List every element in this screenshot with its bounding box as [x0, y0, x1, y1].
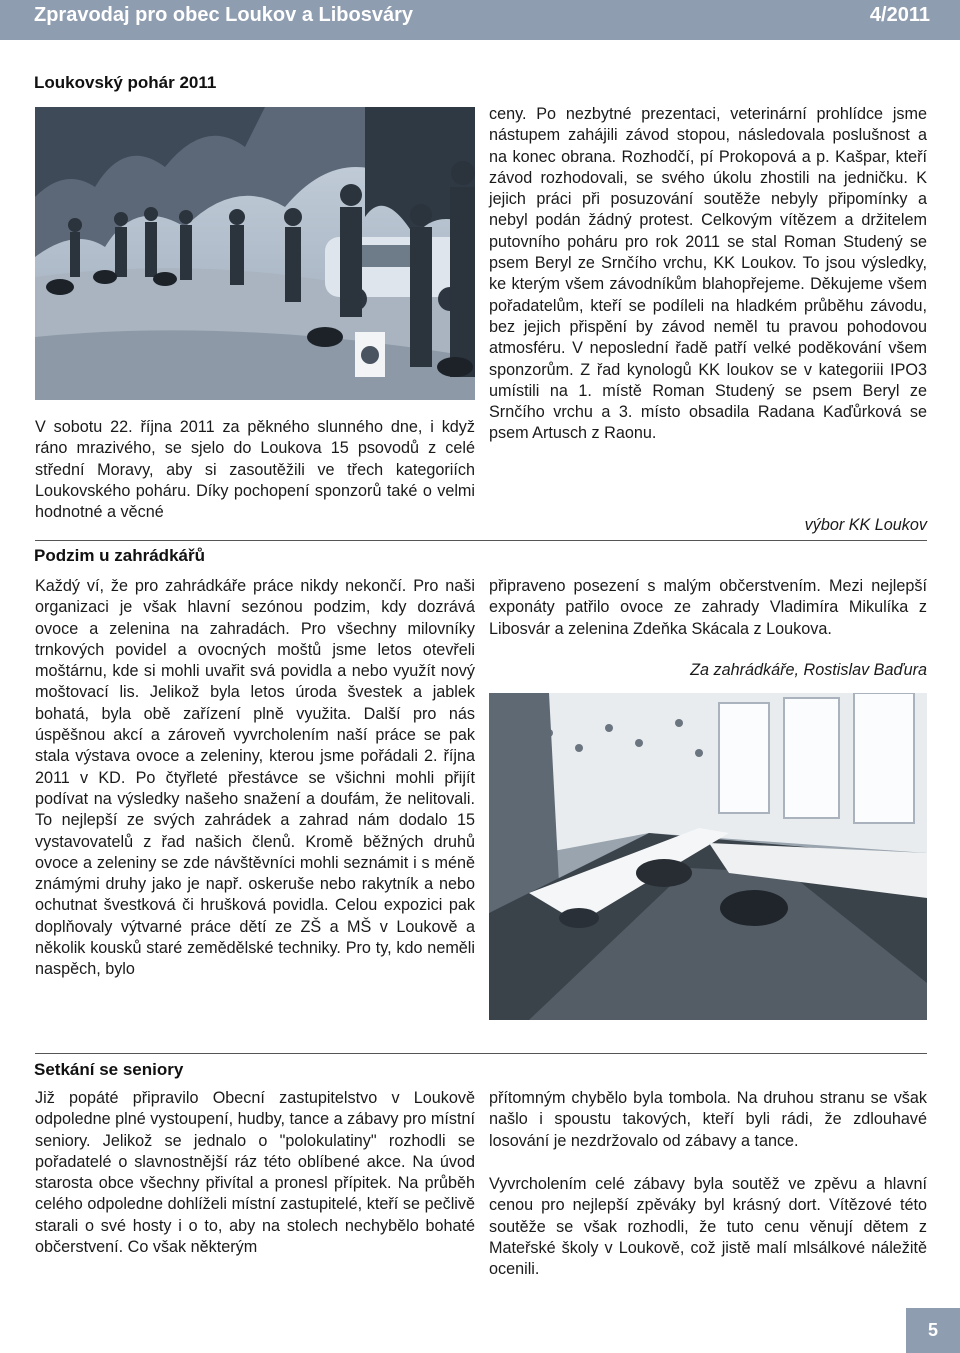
newsletter-title: Zpravodaj pro obec Loukov a Libosváry — [34, 4, 413, 26]
seniors-text-left: Již popáté připravilo Obecní zastupitelstvo v Loukově odpoledne plné vystoupení, hudby, tance a zábavy pro místní seniory. Jelikož se jednalo o "polokulatiny" rozhodli se pořadatelé o slavnostnější ráz této oblíbené akce. Na úvod starosta obce všechny přivítal a pronesl přípitek. Na průběh celého odpoledne dohlíželi místní zastupitelé, kteří se pečlivě starali o své hosty i o to, aby na stolech nechybělo bohaté občerstvení. Co však některým — [35, 1089, 475, 1257]
dog-cup-text-right: ceny. Po nezbytné prezentaci, veterinární prohlídce jsme nástupem zahájili závod stopou, následovala poslušnost a na konec obrana. Rozhodčí, pí Prokopová a p. Kašpar, kteří závod rozhodovali, se svého úkolu zhostili na jedničku. K jejich práci při posuzování soutěže nebyly připomínky a nebyl podán žádný protest. Celkovým vítězem a držitelem putovního poháru pro rok 2011 se stal Roman Studený se psem Beryl ze Srnčího vrchu, KK Loukov. To jsou výsledky, ke kterým všem závodníkům blahopřejeme. Děkujeme všem pořadatelům, kteří se podíleli na hladkém průběhu závodu, bez jejich přispění by závod neměl tu pravou pohodovou atmosféru. V neposlední řadě patří velké poděkování všem sponzorům. Z řad kynologů KK loukov se v kategoriii IPO3 umístili na 1. místě Roman Studený se psem Beryl ze Srnčího vrchu a 3. místo obsadila Radana Kaďůrková se psem Artusch z Raonu. — [489, 105, 927, 443]
seniors-text-right-2: Vyvrcholením celé zábavy byla soutěž ve zpěvu a hlavní cenou pro nejlepší zpěváky byl krásný dort. Vítězové této soutěže se však rozhodli, že tuto cenu věnují dětem z Mateřské školy v Loukově, což jistě malí mlsálkové náležitě ocenili. — [489, 1175, 927, 1279]
gardeners-signature: Za zahrádkáře, Rostislav Baďura — [690, 661, 927, 679]
fruit-exhibition-photo — [489, 693, 927, 1020]
article-heading-seniors: Setkání se seniory — [34, 1060, 184, 1079]
article-heading-gardeners: Podzim u zahrádkářů — [34, 546, 205, 565]
section-divider — [35, 1053, 927, 1054]
article-heading-dog-cup: Loukovský pohár 2011 — [34, 73, 217, 92]
seniors-text-right-1: přítomným chybělo byla tombola. Na druhou stranu se však našlo i spoustu takových, kteří byli rádi, že zdlouhavé losování je nezdržovalo od zábavy a tance. — [489, 1089, 927, 1150]
section-divider — [35, 540, 927, 541]
dog-competition-photo — [35, 107, 475, 400]
dog-cup-signature: výbor KK Loukov — [804, 516, 927, 534]
gardeners-text-right: připraveno posezení s malým občerstvením. Mezi nejlepší exponáty patřilo ovoce ze zahrady Vladimíra Mikulíka z Libosvár a zelenina Zdeňka Skácala z Loukova. — [489, 577, 927, 638]
dog-cup-text-left: V sobotu 22. října 2011 za pěkného slunného dne, i když ráno mrazivého, se sjelo do Loukova 15 psovodů z celé střední Moravy, aby si zasoutěžili ve třech kategoriích Loukovského poháru. Díky pochopení sponzorů také o velmi hodnotné a věcné — [35, 418, 475, 522]
issue-number: 4/2011 — [869, 4, 930, 26]
page-header — [0, 0, 960, 40]
page-number: 5 — [906, 1308, 960, 1353]
gardeners-text-left: Každý ví, že pro zahrádkáře práce nikdy nekončí. Pro naši organizaci je však hlavní sezónou podzim, kdy dozrává ovoce a zelenina na zahradách. Pro všechny milovníky trnkových povidel a ovocných moštů jsme letos otevřeli moštárnu, kde si mohli uvařit svá povidla a nebo využít nový moštovací lis. Jelikož byla letos úroda švestek a jablek bohatá, byla obě zařízení plně využita. Další pro nás úspěšnou akcí a zároveň vyvrcholením naší práce se pak stala výstava ovoce a zeleniny, kterou jsme pořádali 2. října 2011 v KD. Po čtyřleté přestávce se všichni mohli přijít podívat na výsledky našeho snažení a doufám, že nelitovali. To nejlepší ze svých zahrádek a zahrad nám dodalo 15 vystavovatelů z řad našich členů. Kromě běžných druhů ovoce a zeleniny se zde návštěvníci mohli seznámit i s méně známými druhy jako je např. oskeruše nebo rakytník a nebo ochutnat švestková či hrušková povidla. Celou expozici pak doplňovaly výtvarné práce dětí ze ZŠ a MŠ v Loukově a několik kousků staré zemědělské techniky. Pro ty, kdo neměli naspěch, bylo — [35, 577, 475, 979]
